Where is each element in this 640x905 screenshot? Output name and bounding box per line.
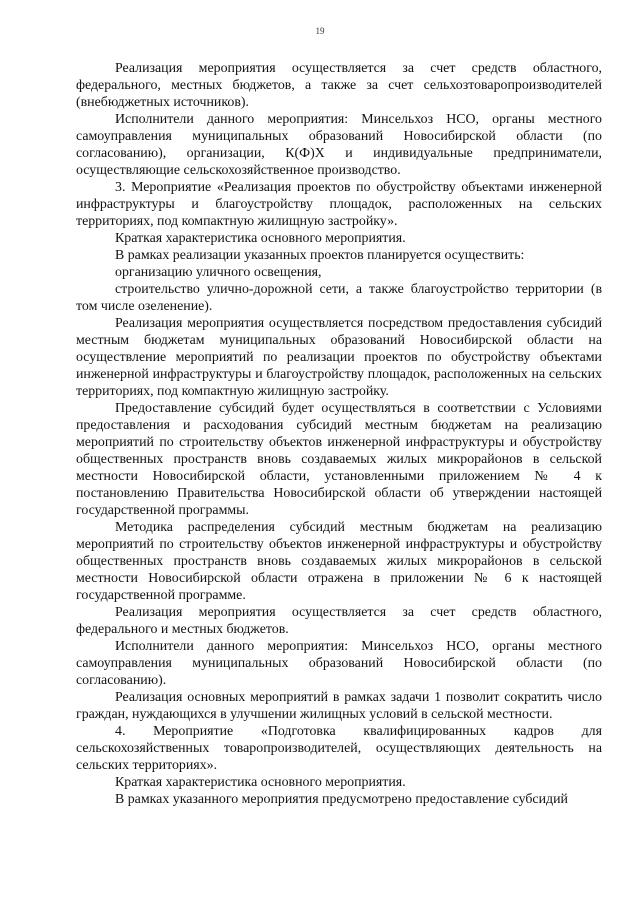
paragraph-expected-results: Реализация основных мероприятий в рамках задачи 1 позволит сократить число граждан, нуждающихся в улучшении жилищных условий в сельской местности. [76,690,602,722]
paragraph-brief-description-2: Краткая характеристика основного мероприятия. [115,775,406,790]
paragraph-measure-3-title: 3. Мероприятие «Реализация проектов по обустройству объектами инженерной инфраструктуры и благоустройству площадок, расположенных на сельских территориях, под компактную жилищную застройку». [76,180,602,229]
paragraph-distribution-method: Методика распределения субсидий местным бюджетам на реализацию мероприятий по строительству объектов инженерной инфраструктуры и обустройству общественных пространств вновь создаваемых жилых микрорайонов в сельской местности Новосибирской области отражена в приложении № 6 к настоящей государственной программе. [76,520,602,603]
paragraph-planned-intro: В рамках реализации указанных проектов планируется осуществить: [115,248,525,263]
paragraph-brief-description: Краткая характеристика основного мероприятия. [115,231,406,246]
paragraph-funding-2: Реализация мероприятия осуществляется за счет средств областного, федерального и местных бюджетов. [76,605,602,637]
paragraph-subsidies-provision: В рамках указанного мероприятия предусмотрено предоставление субсидий [115,792,568,807]
paragraph-executors-2: Исполнители данного мероприятия: Минсельхоз НСО, органы местного самоуправления муниципальных образований Новосибирской области (по согласованию). [76,639,602,688]
paragraph-subsidies-conditions: Предоставление субсидий будет осуществляться в соответствии с Условиями предоставления и расходования субсидий местным бюджетам на реализацию мероприятий по строительству объектов инженерной инфраструктуры и обустройству общественных пространств вновь создаваемых жилых микрорайонов в сельской местности Новосибирской области, установленными приложением № 4 к постановлению Правительства Новосибирской области об утверждении настоящей государственной программы. [76,401,602,518]
paragraph-list-item-roads: строительство улично-дорожной сети, а также благоустройство территории (в том числе озеленение). [76,282,602,314]
paragraph-subsidies-mechanism: Реализация мероприятия осуществляется посредством предоставления субсидий местным бюджетам муниципальных образований Новосибирской области на осуществление мероприятий по реализации проектов по обустройству объектами инженерной инфраструктуры и благоустройству площадок, расположенных на сельских территориях, под компактную жилищную застройку. [76,316,602,399]
page-number: 19 [315,26,325,36]
paragraph-funding: Реализация мероприятия осуществляется за счет средств областного, федерального, местных бюджетов, а также за счет сельхозтоваропроизводителей (внебюджетных источников). [76,61,602,110]
paragraph-executors: Исполнители данного мероприятия: Минсельхоз НСО, органы местного самоуправления муниципальных образований Новосибирской области (по согласованию), организации, К(Ф)Х и индивидуальные предприниматели, осуществляющие сельскохозяйственное производство. [76,112,602,178]
paragraph-list-item-lighting: организацию уличного освещения, [115,265,322,280]
paragraph-measure-4-title: 4. Мероприятие «Подготовка квалифицированных кадров для сельскохозяйственных товаропроизводителей, осуществляющих деятельность на сельских территориях». [76,724,602,773]
